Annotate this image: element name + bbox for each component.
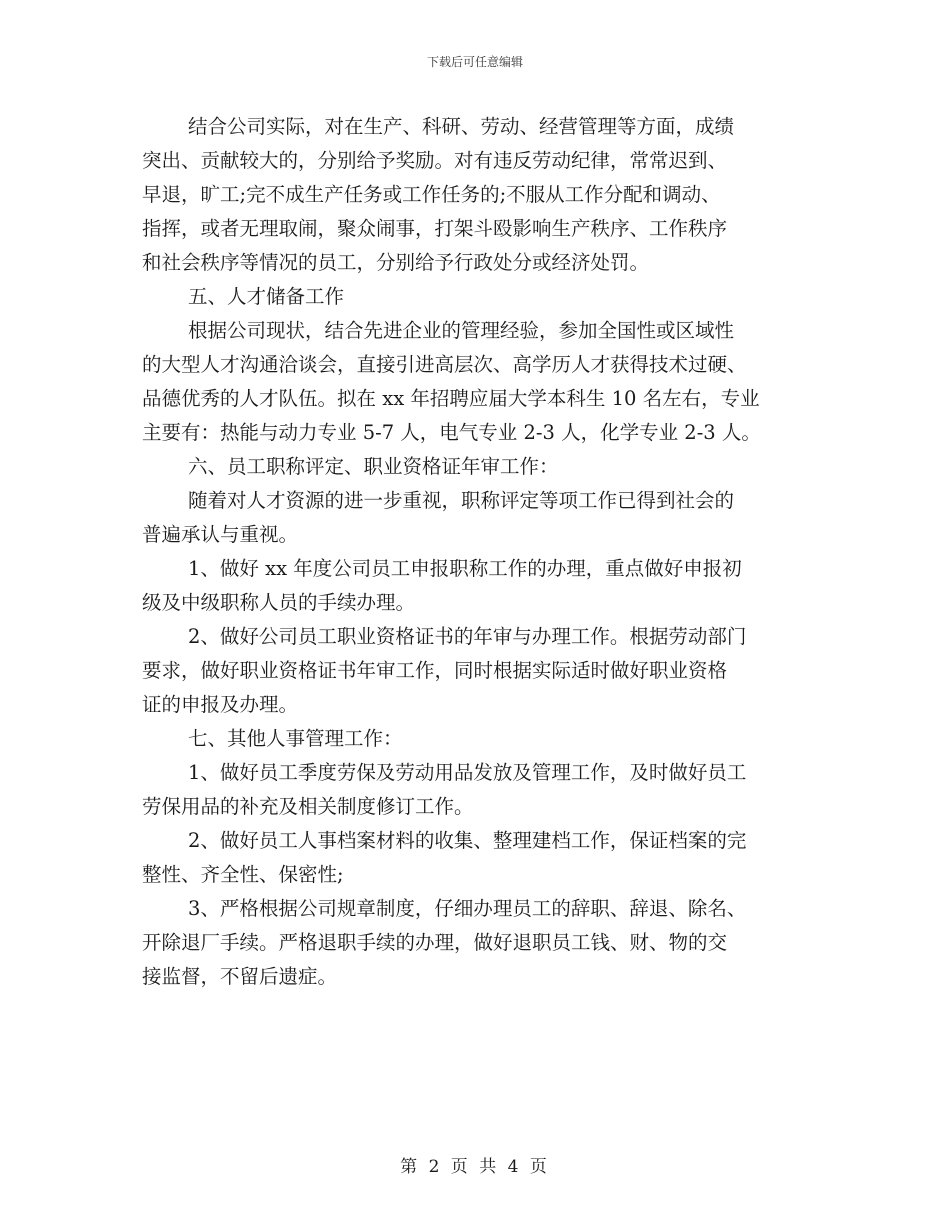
text-line: 的大型人才沟通洽谈会，直接引进高层次、高学历人才获得技术过硬、 bbox=[142, 353, 747, 376]
text-line: 主要有：热能与动力专业 5-7 人，电气专业 2-3 人，化学专业 2-3 人。 bbox=[142, 421, 761, 444]
text-line: 根据公司现状，结合先进企业的管理经验，参加全国性或区域性 bbox=[188, 319, 735, 342]
text-line: 接监督，不留后遗症。 bbox=[142, 965, 338, 988]
text-line: 2、做好公司员工职业资格证书的年审与办理工作。根据劳动部门 bbox=[188, 625, 747, 648]
text-line: 普遍承认与重视。 bbox=[142, 523, 299, 546]
text-line: 早退，旷工;完不成生产任务或工作任务的;不服从工作分配和调动、 bbox=[142, 183, 721, 206]
document-body bbox=[142, 110, 812, 994]
text-line: 五、人才储备工作 bbox=[188, 285, 345, 308]
text-line: 1、做好员工季度劳保及劳动用品发放及管理工作，及时做好员工 bbox=[188, 761, 747, 784]
text-line: 1、做好 xx 年度公司员工申报职称工作的办理，重点做好申报初 bbox=[188, 557, 742, 580]
text-line: 证的申报及办理。 bbox=[142, 693, 299, 716]
text-line: 2、做好员工人事档案材料的收集、整理建档工作，保证档案的完 bbox=[188, 829, 747, 852]
text-line: 劳保用品的补充及相关制度修订工作。 bbox=[142, 795, 474, 818]
text-line: 3、严格根据公司规章制度，仔细办理员工的辞职、辞退、除名、 bbox=[188, 897, 747, 920]
text-line: 级及中级职称人员的手续办理。 bbox=[142, 591, 416, 614]
page-header: 下载后可任意编辑 bbox=[426, 55, 523, 69]
page-number: 第 2 页 共 4 页 bbox=[400, 1157, 550, 1177]
text-line: 品德优秀的人才队伍。拟在 xx 年招聘应届大学本科生 10 名左右，专业 bbox=[142, 387, 760, 410]
text-line: 随着对人才资源的进一步重视，职称评定等项工作已得到社会的 bbox=[188, 489, 735, 512]
text-line: 指挥，或者无理取闹，聚众闹事，打架斗殴影响生产秩序、工作秩序 bbox=[142, 217, 728, 240]
text-line: 七、其他人事管理工作： bbox=[188, 727, 403, 750]
text-line: 结合公司实际，对在生产、科研、劳动、经营管理等方面，成绩 bbox=[188, 115, 735, 138]
text-line: 突出、贡献较大的，分别给予奖励。对有违反劳动纪律，常常迟到、 bbox=[142, 149, 728, 172]
text-line: 要求，做好职业资格证书年审工作，同时根据实际适时做好职业资格 bbox=[142, 659, 728, 682]
text-line: 六、员工职称评定、职业资格证年审工作： bbox=[188, 455, 559, 478]
text-line: 整性、齐全性、保密性; bbox=[142, 863, 344, 886]
text-line: 开除退厂手续。严格退职手续的办理，做好退职员工钱、财、物的交 bbox=[142, 931, 728, 954]
text-line: 和社会秩序等情况的员工，分别给予行政处分或经济处罚。 bbox=[142, 251, 650, 274]
